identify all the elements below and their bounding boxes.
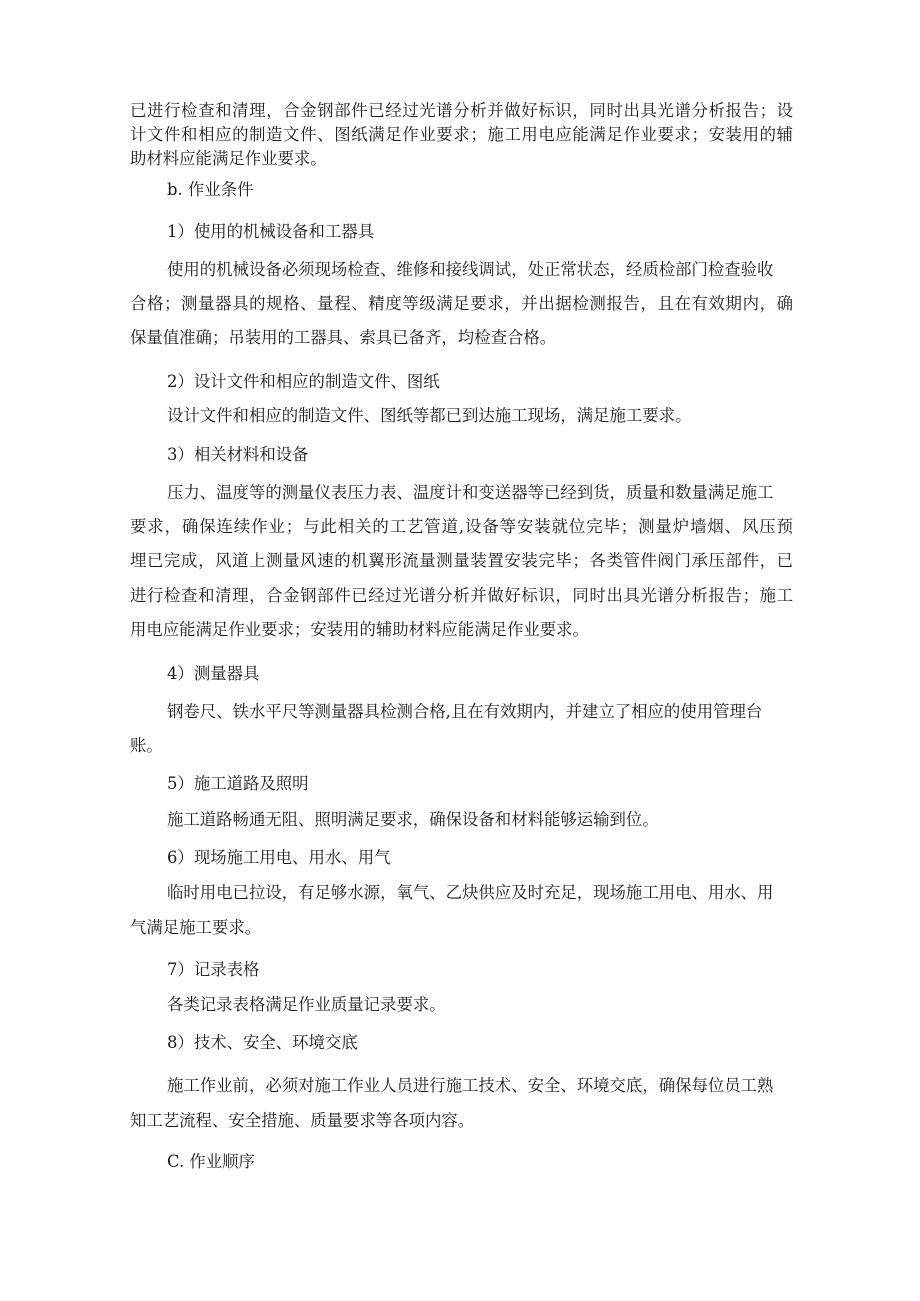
item-1-line-1: 使用的机械设备必须现场检查、维修和接线调试，处正常状态，经质检部门检查验收 — [167, 260, 774, 279]
item-6-line-2: 气满足施工要求。 — [130, 918, 262, 937]
item-3-line-5: 用电应能满足作业要求；安装用的辅助材料应能满足作业要求。 — [130, 620, 589, 639]
item-7-title: 7）记录表格 — [167, 960, 260, 979]
section-b-heading: b. 作业条件 — [167, 180, 254, 199]
item-4-line-1: 钢卷尺、铁水平尺等测量器具检测合格,且在有效期内，并建立了相应的使用管理台 — [167, 702, 763, 721]
item-3-title: 3）相关材料和设备 — [167, 445, 309, 464]
item-3-line-4: 进行检查和清理，合金钢部件已经过光谱分析并做好标识，同时出具光谱分析报告；施工 — [130, 586, 793, 605]
item-5-line-1: 施工道路畅通无阻、照明满足要求，确保设备和材料能够运输到位。 — [167, 810, 659, 829]
intro-line-3: 助材料应能满足作业要求。 — [130, 149, 327, 168]
section-c-heading: C. 作业顺序 — [167, 1152, 255, 1171]
intro-line-2: 计文件和相应的制造文件、图纸满足作业要求；施工用电应能满足作业要求；安装用的辅 — [130, 125, 793, 144]
item-1-title: 1）使用的机械设备和工器具 — [167, 222, 375, 241]
item-1-line-3: 保量值准确；吊装用的工器具、索具已备齐，均检查合格。 — [130, 328, 557, 347]
item-5-title: 5）施工道路及照明 — [167, 774, 309, 793]
item-6-line-1: 临时用电已拉设，有足够水源，氧气、乙炔供应及时充足，现场施工用电、用水、用 — [167, 883, 774, 902]
item-8-line-1: 施工作业前，必须对施工作业人员进行施工技术、安全、环境交底，确保每位员工熟 — [167, 1076, 774, 1095]
item-3-line-1: 压力、温度等的测量仪表压力表、温度计和变送器等已经到货，质量和数量满足施工 — [167, 483, 774, 502]
item-8-line-2: 知工艺流程、安全措施、质量要求等各项内容。 — [130, 1111, 475, 1130]
item-3-line-3: 埋已完成，风道上测量风速的机翼形流量测量装置安装完毕；各类管件阀门承压部件，已 — [130, 551, 793, 570]
item-2-title: 2）设计文件和相应的制造文件、图纸 — [167, 372, 440, 391]
item-8-title: 8）技术、安全、环境交底 — [167, 1033, 358, 1052]
item-1-line-2: 合格；测量器具的规格、量程、精度等级满足要求，并出据检测报告，且在有效期内，确 — [130, 294, 793, 313]
item-3-line-2: 要求，确保连续作业；与此相关的工艺管道,设备等安装就位完毕；测量炉墙烟、风压预 — [130, 517, 793, 536]
item-4-line-2: 账。 — [130, 736, 163, 755]
item-6-title: 6）现场施工用电、用水、用气 — [167, 848, 391, 867]
item-4-title: 4）测量器具 — [167, 664, 260, 683]
item-7-line-1: 各类记录表格满足作业质量记录要求。 — [167, 995, 446, 1014]
intro-line-1: 已进行检查和清理，合金钢部件已经过光谱分析并做好标识，同时出具光谱分析报告；设 — [130, 101, 793, 120]
item-2-line-1: 设计文件和相应的制造文件、图纸等都已到达施工现场，满足施工要求。 — [167, 406, 692, 425]
